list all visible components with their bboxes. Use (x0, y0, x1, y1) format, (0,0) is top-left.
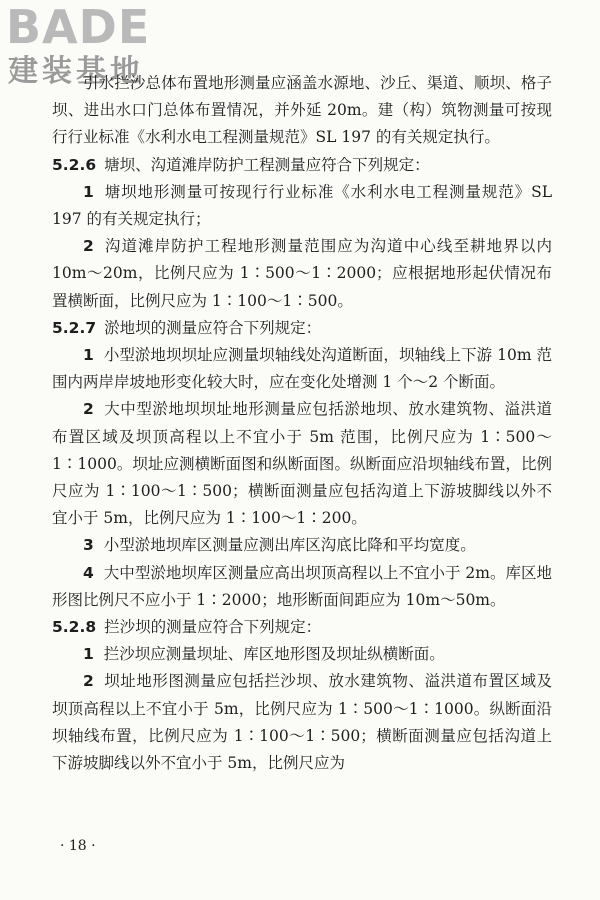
clause-number: 5.2.6 (52, 155, 97, 174)
page-number: · 18 · (60, 838, 96, 854)
document-body (52, 70, 552, 777)
list-item (52, 641, 552, 668)
watermark-cjk-text: 建装基地 (8, 54, 144, 89)
paragraph-text: 塘坝地形测量可按现行行业标准《水利水电工程测量规范》SL 197 的有关规定执行； (52, 182, 552, 229)
item-number: 3 (83, 536, 94, 555)
item-number: 1 (83, 346, 94, 365)
paragraph-text: 拦沙坝的测量应符合下列规定： (104, 618, 322, 637)
watermark-latin-text: BADE (6, 0, 151, 54)
paragraph-text: 小型淤地坝坝址应测量坝轴线处沟道断面，坝轴线上下游 10m 范围内两岸岸坡地形变化较大时，应在变化处增测 1 个～2 个断面。 (52, 346, 552, 392)
paragraph-text: 大中型淤地坝坝址地形测量应包括淤地坝、放水建筑物、溢洪道布置区域及坝顶高程以上不宜小于 5m 范围，比例尺应为 1∶500～1∶1000。坝址应测横断面图和纵断面图。纵断面应沿坝轴线布置，比例尺应为 1∶100～1∶500；横断面测量应包括沟道上下游坡脚线以外不宜小于 5m，比例尺应为 1∶100～1∶200。 (52, 400, 552, 528)
clause-paragraph (52, 614, 552, 641)
list-item (52, 560, 552, 614)
list-item (52, 179, 552, 233)
list-item (52, 668, 552, 777)
paragraph-text: 淤地坝的测量应符合下列规定： (104, 318, 322, 337)
item-number: 2 (83, 400, 94, 419)
list-item (52, 342, 552, 396)
item-number: 2 (83, 672, 94, 691)
item-number: 4 (83, 563, 94, 582)
paragraph-text: 小型淤地坝库区测量应测出库区沟底比降和平均宽度。 (103, 536, 476, 555)
paragraph-text: 拦沙坝应测量坝址、库区地形图及坝址纵横断面。 (103, 645, 445, 664)
list-item (52, 233, 552, 315)
clause-paragraph (52, 152, 552, 179)
continued-paragraph (52, 70, 552, 152)
paragraph-text: 大中型淤地坝库区测量应高出坝顶高程以上不宜小于 2m。库区地形图比例尺不应小于 1∶2000；地形断面间距应为 10m～50m。 (52, 563, 552, 609)
clause-number: 5.2.8 (52, 618, 97, 637)
paragraph-text: 塘坝、沟道滩岸防护工程测量应符合下列规定： (104, 155, 430, 174)
clause-number: 5.2.7 (52, 318, 97, 337)
list-item (52, 396, 552, 532)
item-number: 1 (83, 182, 94, 201)
paragraph-text: 沟道滩岸防护工程地形测量范围应为沟道中心线至耕地界以内 10m～20m，比例尺应为 1∶500～1∶2000；应根据地形起伏情况布置横断面，比例尺应为 1∶100～1∶500。 (52, 237, 552, 310)
paragraph-text: 坝址地形图测量应包括拦沙坝、放水建筑物、溢洪道布置区域及坝顶高程以上不宜小于 5m，比例尺应为 1∶500～1∶1000。纵断面沿坝轴线布置，比例尺应为 1∶100～1∶500；横断面测量应包括沟道上下游坡脚线以外不宜小于 5m，比例尺应为 (52, 672, 552, 773)
item-number: 2 (83, 237, 94, 256)
paragraph-text: 引水拦沙总体布置地形测量应涵盖水源地、沙丘、渠道、顺坝、格子坝、进出水口门总体布置情况，并外延 20m。建（构）筑物测量可按现行行业标准《水利水电工程测量规范》SL 197 的有关规定执行。 (52, 74, 552, 147)
list-item (52, 532, 552, 559)
item-number: 1 (83, 645, 94, 664)
clause-paragraph (52, 315, 552, 342)
